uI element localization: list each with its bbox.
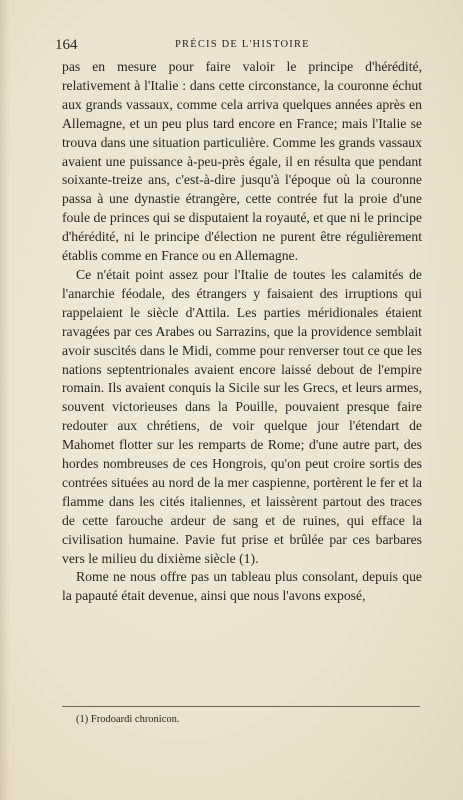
page-gutter-shadow (0, 0, 10, 800)
paragraph-3: Rome ne nous offre pas un tableau plus consolant, depuis que la papauté était devenue, ainsi que nous l'avons exposé, (62, 569, 422, 604)
footnote-divider (62, 706, 420, 707)
paragraph-2: Ce n'était point assez pour l'Italie de toutes les calamités de l'anarchie féodale, des étrangers y faisaient des irruptions qui rappelaient le siècle d'Attila. Les parties méridionales étaient ravagées par ces Arabes ou Sarrazins, que la providence semblait avoir suscités dans le Midi, comme pour renverser tout ce que les nations septentrionales avaient encore laissé debout de l'empire romain. Ils avaient conquis la Sicile sur les Grecs, et leurs armes, souvent victorieuses dans la Pouille, pouvaient presque faire redouter aux chrétiens, de voir quelque jour l'étendart de Mahomet flotter sur les remparts de Rome; d'une autre part, des hordes nombreuses de ces Hongrois, qu'on peut croire sortis des contrées situées au nord de la mer caspienne, portèrent le fer et la flamme dans les cités italiennes, et laissèrent partout des traces de cette farouche ardeur de sang et de ruines, qui efface la civilisation humaine. Pavie fut prise et brûlée par ces barbares vers le milieu du dixième siècle (1). (62, 266, 422, 566)
page-header (55, 36, 421, 54)
footnote: (1) Frodoardi chronicon. (76, 714, 180, 725)
running-head: PRÉCIS DE L'HISTOIRE (175, 39, 310, 50)
body-text (62, 58, 422, 606)
paragraph-1: pas en mesure pour faire valoir le principe d'hérédité, relativement à l'Italie : dans cette circonstance, la couronne échut aux grands vassaux, comme cela arriva quelques années après en Allemagne, et un peu plus tard encore en France; mais l'Italie se trouva dans une situation particulière. Comme les grands vassaux avaient une puissance à-peu-près égale, il en résulta que pendant soixante-treize ans, c'est-à-dire jusqu'à l'époque où la couronne passa à une dynastie étrangère, cette contrée fut la proie d'une foule de princes qui se disputaient la royauté, et que ni le principe d'hérédité, ni le principe d'élection ne purent être régulièrement établis comme en France ou en Allemagne. (62, 59, 422, 264)
page-number: 164 (55, 37, 78, 53)
